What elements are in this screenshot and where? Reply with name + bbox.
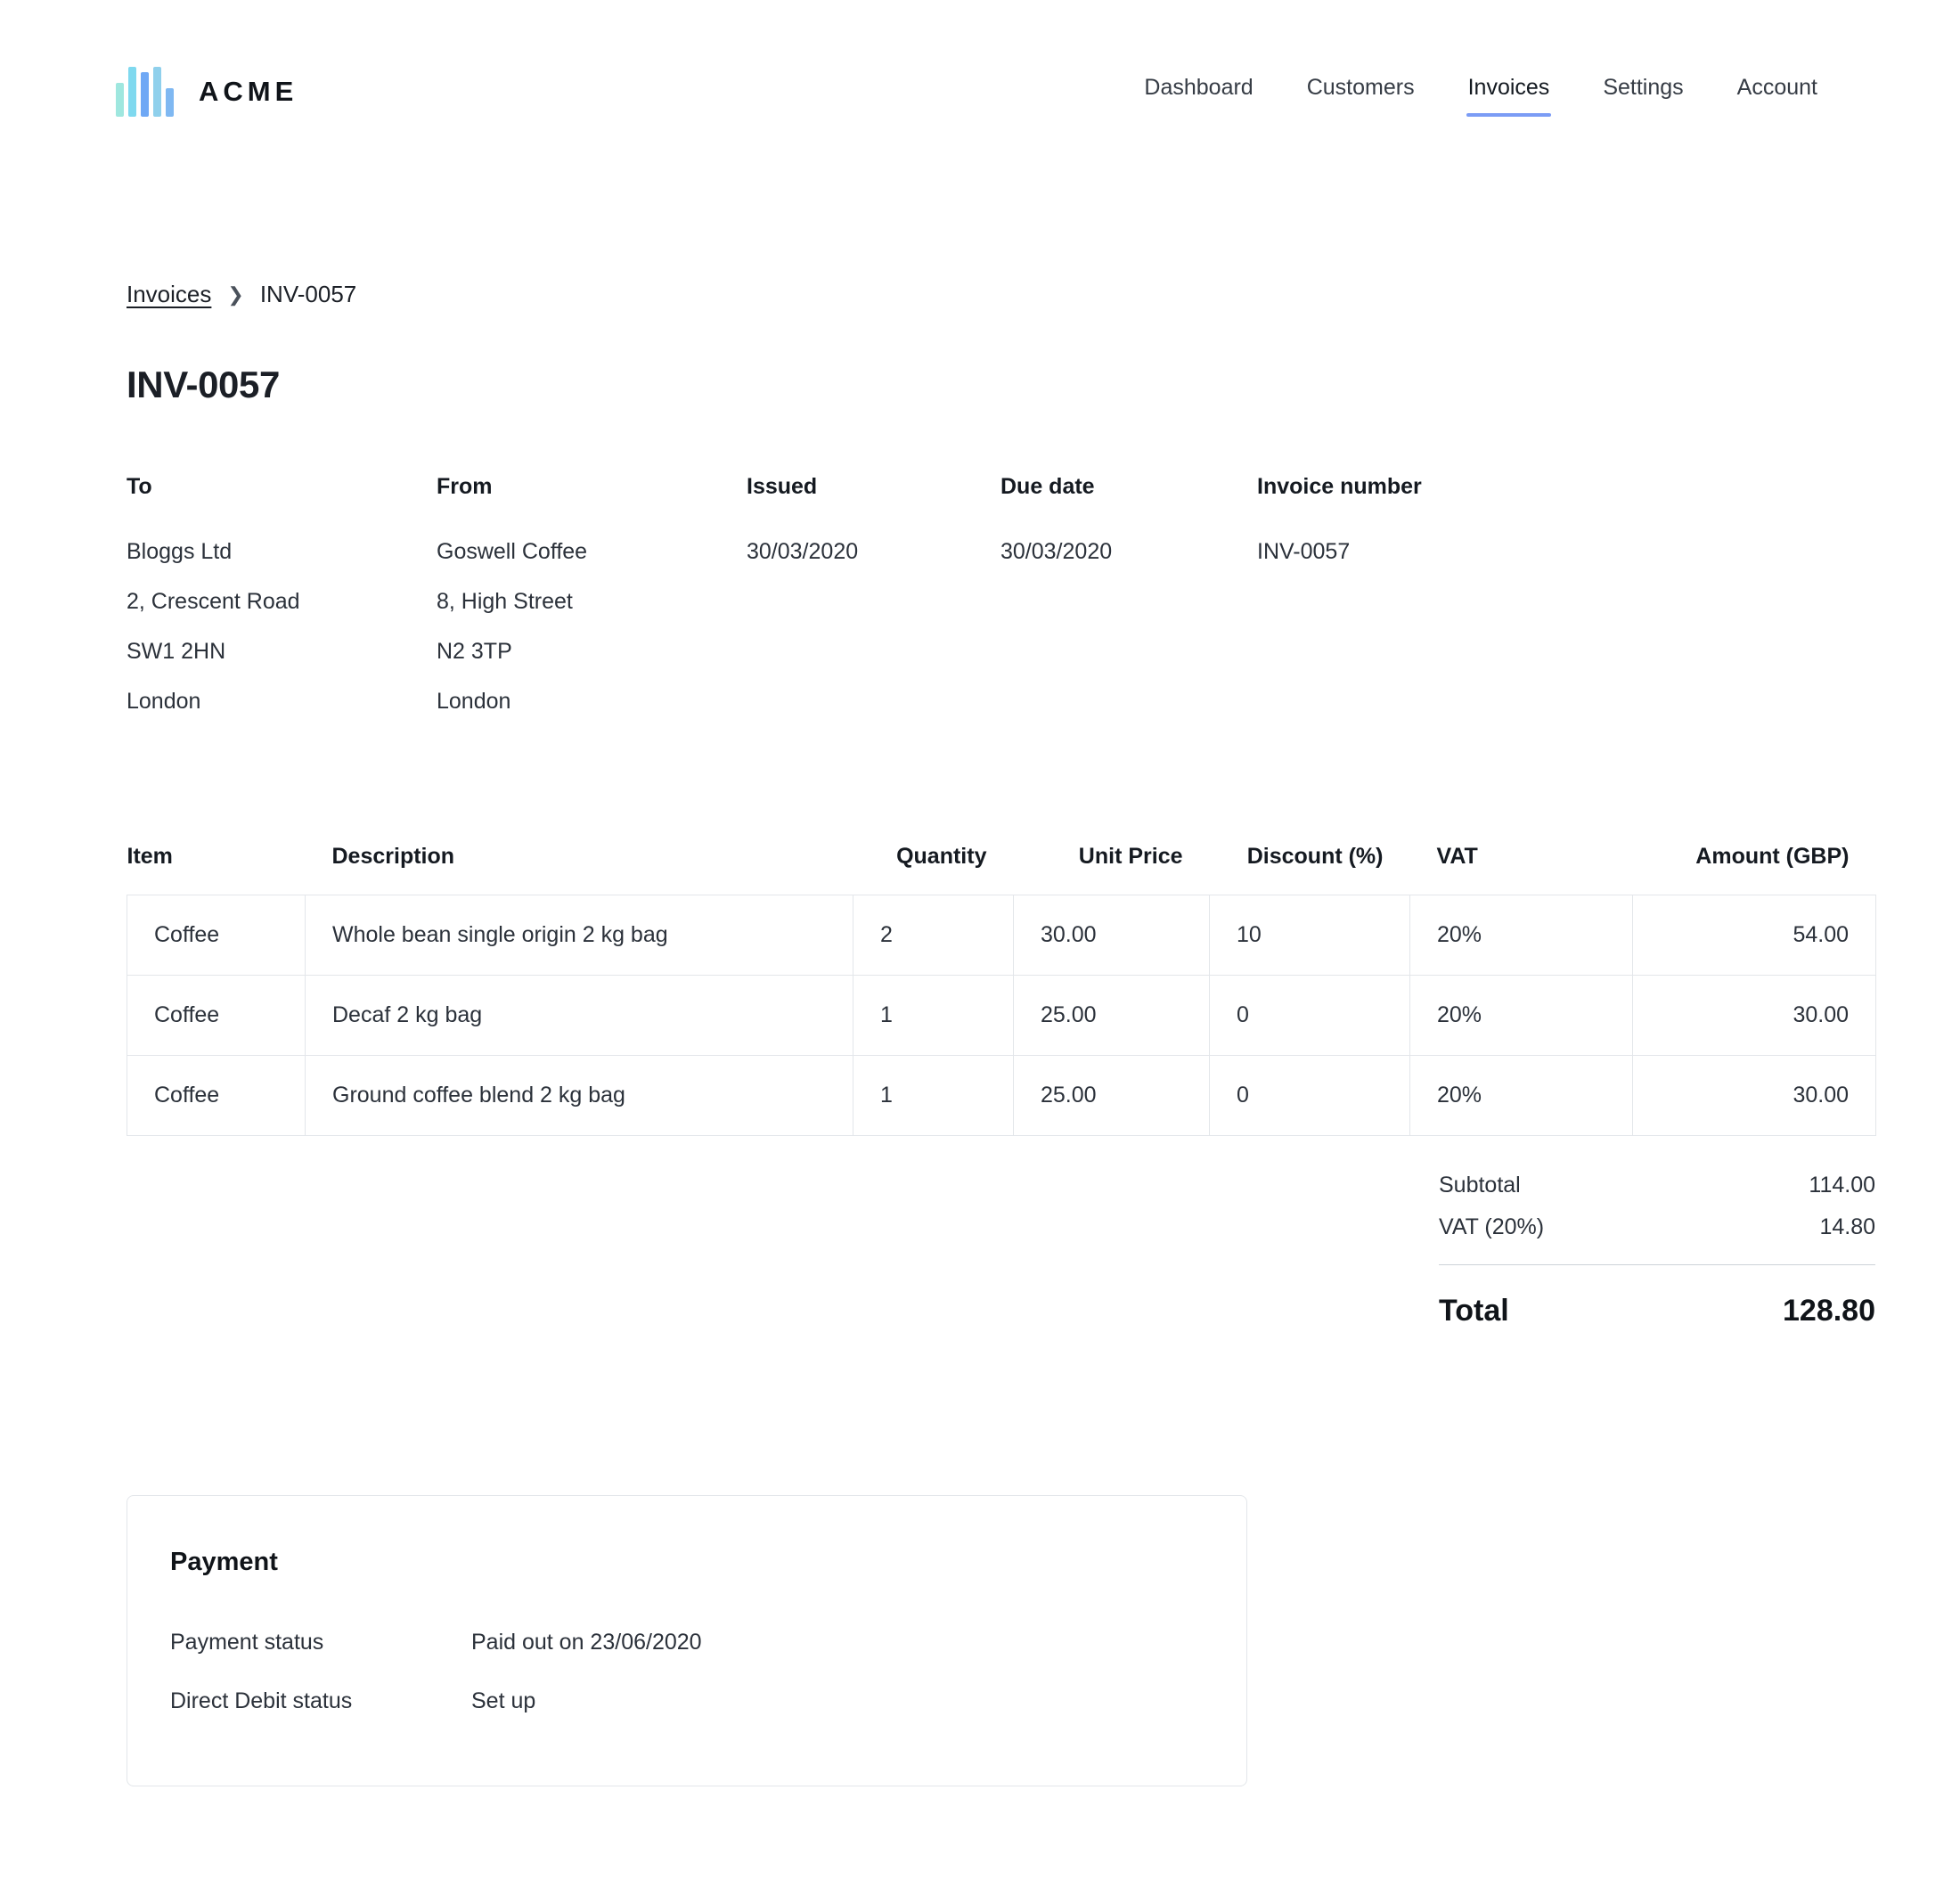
table-row: [127, 976, 1876, 1056]
meta-issued: [747, 474, 1000, 726]
cell-item: Coffee: [127, 895, 306, 976]
payment-card: [127, 1495, 1247, 1786]
direct-debit-status-row: [170, 1672, 1204, 1730]
col-header-vat: VAT: [1436, 844, 1478, 869]
totals-total-row: [1439, 1265, 1875, 1336]
cell-discount: 0: [1210, 1056, 1410, 1136]
page-content: [0, 281, 1960, 1786]
nav-item-account[interactable]: Account: [1736, 75, 1817, 100]
meta-to-line: 2, Crescent Road: [127, 589, 300, 614]
direct-debit-status-value: Set up: [471, 1688, 536, 1713]
totals-vat-label: VAT (20%): [1439, 1214, 1545, 1239]
meta-to-line: Bloggs Ltd: [127, 539, 233, 564]
col-header-description: Description: [331, 844, 455, 869]
totals-vat-value: 14.80: [1819, 1214, 1875, 1239]
col-header-quantity: Quantity: [896, 844, 987, 869]
main-nav: [1117, 66, 1844, 117]
cell-discount: 10: [1210, 895, 1410, 976]
col-header-unit-price: Unit Price: [1078, 844, 1183, 869]
breadcrumb: [127, 281, 1833, 308]
line-items: [127, 844, 1850, 1136]
cell-unit-price: 25.00: [1014, 1056, 1210, 1136]
line-items-table: [127, 844, 1876, 1136]
brand-name: ACME: [199, 75, 298, 107]
nav-item-settings[interactable]: Settings: [1603, 75, 1684, 100]
cell-vat: 20%: [1410, 1056, 1633, 1136]
payment-status-label: Payment status: [170, 1630, 324, 1655]
payment-status-row: [170, 1613, 1204, 1672]
meta-to: [127, 474, 437, 726]
cell-discount: 0: [1210, 976, 1410, 1056]
cell-description: Whole bean single origin 2 kg bag: [306, 895, 853, 976]
meta-from-line: 8, High Street: [437, 589, 573, 614]
totals-total-value: 128.80: [1783, 1294, 1875, 1328]
chevron-right-icon: ❯: [227, 282, 244, 306]
cell-quantity: 1: [853, 976, 1014, 1056]
totals-subtotal-row: [1439, 1165, 1875, 1206]
cell-unit-price: 25.00: [1014, 976, 1210, 1056]
cell-vat: 20%: [1410, 895, 1633, 976]
meta-to-line: SW1 2HN: [127, 639, 226, 664]
page-title: INV-0057: [127, 364, 280, 405]
meta-from-line: Goswell Coffee: [437, 539, 588, 564]
cell-amount: 30.00: [1633, 1056, 1876, 1136]
table-header-row: [127, 844, 1876, 895]
cell-unit-price: 30.00: [1014, 895, 1210, 976]
app-header: [0, 0, 1960, 183]
breadcrumb-link-invoices[interactable]: Invoices: [127, 281, 212, 307]
meta-to-label: To: [127, 474, 152, 499]
meta-from-line: N2 3TP: [437, 639, 512, 664]
table-row: [127, 1056, 1876, 1136]
payment-status-value: Paid out on 23/06/2020: [471, 1630, 702, 1655]
cell-item: Coffee: [127, 1056, 306, 1136]
brand-logo[interactable]: [116, 67, 298, 117]
meta-to-line: London: [127, 689, 201, 714]
meta-issued-label: Issued: [747, 474, 818, 499]
cell-item: Coffee: [127, 976, 306, 1056]
meta-invoice-number-value: INV-0057: [1257, 539, 1351, 564]
cell-amount: 54.00: [1633, 895, 1876, 976]
cell-description: Decaf 2 kg bag: [306, 976, 853, 1056]
meta-invoice-number: [1257, 474, 1613, 726]
col-header-amount: Amount (GBP): [1695, 844, 1850, 869]
totals-subtotal-label: Subtotal: [1439, 1173, 1521, 1197]
cell-amount: 30.00: [1633, 976, 1876, 1056]
direct-debit-status-label: Direct Debit status: [170, 1688, 353, 1713]
meta-due-date-value: 30/03/2020: [1000, 539, 1113, 564]
col-header-item: Item: [127, 844, 173, 869]
breadcrumb-current: INV-0057: [259, 281, 357, 307]
acme-logo-icon: [116, 67, 174, 117]
table-row: [127, 895, 1876, 976]
col-header-discount: Discount (%): [1246, 844, 1384, 869]
totals-section: [127, 1165, 1875, 1336]
cell-quantity: 1: [853, 1056, 1014, 1136]
nav-item-invoices[interactable]: Invoices: [1441, 66, 1577, 117]
meta-issued-value: 30/03/2020: [747, 539, 859, 564]
nav-item-customers[interactable]: Customers: [1306, 75, 1415, 100]
totals-subtotal-value: 114.00: [1809, 1173, 1875, 1197]
totals-total-label: Total: [1439, 1294, 1509, 1328]
meta-due-date: [1000, 474, 1257, 726]
cell-quantity: 2: [853, 895, 1014, 976]
cell-description: Ground coffee blend 2 kg bag: [306, 1056, 853, 1136]
meta-from: [437, 474, 747, 726]
totals-vat-row: [1439, 1206, 1875, 1248]
meta-due-date-label: Due date: [1000, 474, 1095, 499]
meta-from-label: From: [437, 474, 493, 499]
cell-vat: 20%: [1410, 976, 1633, 1056]
meta-invoice-number-label: Invoice number: [1257, 474, 1422, 499]
nav-item-dashboard[interactable]: Dashboard: [1144, 75, 1254, 100]
invoice-meta: [127, 474, 1833, 726]
payment-card-title: Payment: [170, 1548, 278, 1576]
meta-from-line: London: [437, 689, 511, 714]
